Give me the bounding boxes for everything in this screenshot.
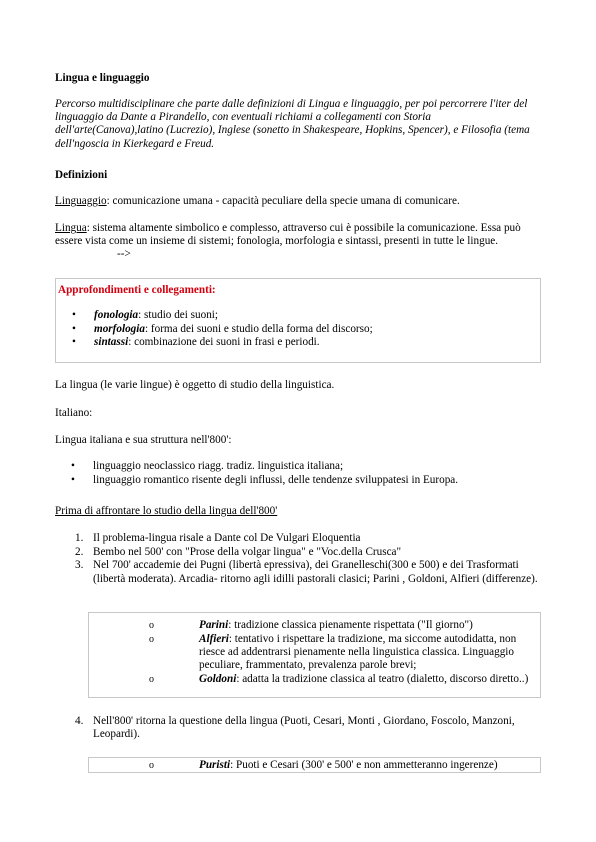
approfondimenti-title: Approfondimenti e collegamenti: [58, 284, 216, 296]
circle-bullet-icon: o [149, 620, 154, 631]
numbered-list [55, 532, 541, 586]
list-item: • linguaggio romantico risente degli influssi, delle tendenze sviluppatesi in Europa. [71, 473, 459, 486]
struttura-paragraph: Lingua italiana e sua struttura nell'800': [55, 434, 232, 446]
list-item: • sintassi: combinazione dei suoni in frasi e periodi. [72, 336, 320, 349]
definizioni-heading: Definizioni [55, 169, 108, 181]
list-item: o Puristi: Puoti e Cesari (300' e 500' e non ammetteranno ingerenze) [149, 759, 498, 771]
numbered-list-4 [55, 715, 541, 741]
list-item: 1. Il problema-lingua risale a Dante col De Vulgari Eloquentia [75, 532, 361, 544]
lingua-definition [55, 222, 541, 262]
approfondimenti-box [55, 278, 541, 363]
bullet-icon: • [72, 322, 76, 335]
prima-heading: Prima di affrontare lo studio della lingua dell'800' [55, 505, 278, 517]
linguaggio-text: : comunicazione umana - capacità peculiare della specie umana di comunicare. [106, 195, 460, 207]
list-item: 3. Nel 700' accademie dei Pugni (libertà epressiva), dei Granelleschi(300 e 500) e dei Trasformati (libertà moderata). Arcadia- ritorno agli idilli pastorali clasici; Parini , Goldoni, Alfieri (differenze). [75, 559, 538, 585]
circle-bullet-icon: o [149, 633, 154, 645]
list-item: 2. Bembo nel 500' con "Prose della volgar lingua" e "Voc.della Crusca" [75, 545, 402, 558]
bullet-icon: • [71, 460, 75, 472]
lingua-term: Lingua [55, 222, 87, 234]
list-item: o Goldoni: adatta la tradizione classica al teatro (dialetto, discorso diretto..) [149, 672, 529, 685]
list-item: o Alfieri: tentativo i rispettare la tradizione, ma siccome autodidatta, non riesce ad addentrarsi pienamente nella linguistica classica. Linguaggio peculiare, frammentato, prevalenza parole brevi; [149, 632, 517, 672]
italiano-paragraph: Italiano: [55, 407, 93, 419]
list-item: 4. Nell'800' ritorna la questione della lingua (Puoti, Cesari, Monti , Giordano, Foscolo, Manzoni, Leopardi). [75, 715, 515, 741]
lingua-text: : sistema altamente simbolico e complesso, attraverso cui è possibile la comunicazione. Essa può essere vista come un insieme di sistemi; fonologia, morfologia e sintassi, presenti in tutte le lingue. [55, 222, 521, 248]
sub-list-3 [89, 619, 539, 686]
circle-bullet-icon: o [149, 673, 154, 685]
linguaggio-term: Linguaggio [55, 195, 107, 207]
intro-paragraph: Percorso multidisciplinare che parte dalle definizioni di Lingua e linguaggio, per poi percorrere l'iter del linguaggio da Dante a Pirandello, con eventuali richiami a collegamenti con Storia dell'arte(Canova),latino (Lucrezio), Inglese (sonetto in Shakespeare, Hopkins, Spencer), e Filosofia (tema dell'ngoscia in Kierkegard e Freud. [55, 98, 530, 150]
sub-list-4 [89, 759, 539, 772]
bullet-icon: • [72, 336, 76, 349]
list-item: • fonologia: studio dei suoni; [72, 309, 219, 321]
struttura-list [55, 460, 541, 487]
sub-list-box-4 [88, 757, 541, 773]
list-item: • morfologia: forma dei suoni e studio della forma del discorso; [72, 322, 373, 335]
linguistica-paragraph: La lingua (le varie lingue) è oggetto di studio della linguistica. [55, 379, 335, 391]
linguaggio-definition [55, 195, 541, 208]
list-item: • linguaggio neoclassico riagg. tradiz. linguistica italiana; [71, 460, 344, 472]
approfondimenti-list [56, 309, 536, 350]
arrow-link[interactable]: --> [117, 248, 131, 261]
doc-title: Lingua e linguaggio [55, 72, 150, 84]
circle-bullet-icon: o [149, 760, 154, 771]
bullet-icon: • [71, 473, 75, 486]
sub-list-box-3 [88, 612, 541, 698]
bullet-icon: • [72, 309, 76, 321]
list-item: o Parini: tradizione classica pienamente rispettata ("Il giorno") [149, 619, 473, 631]
